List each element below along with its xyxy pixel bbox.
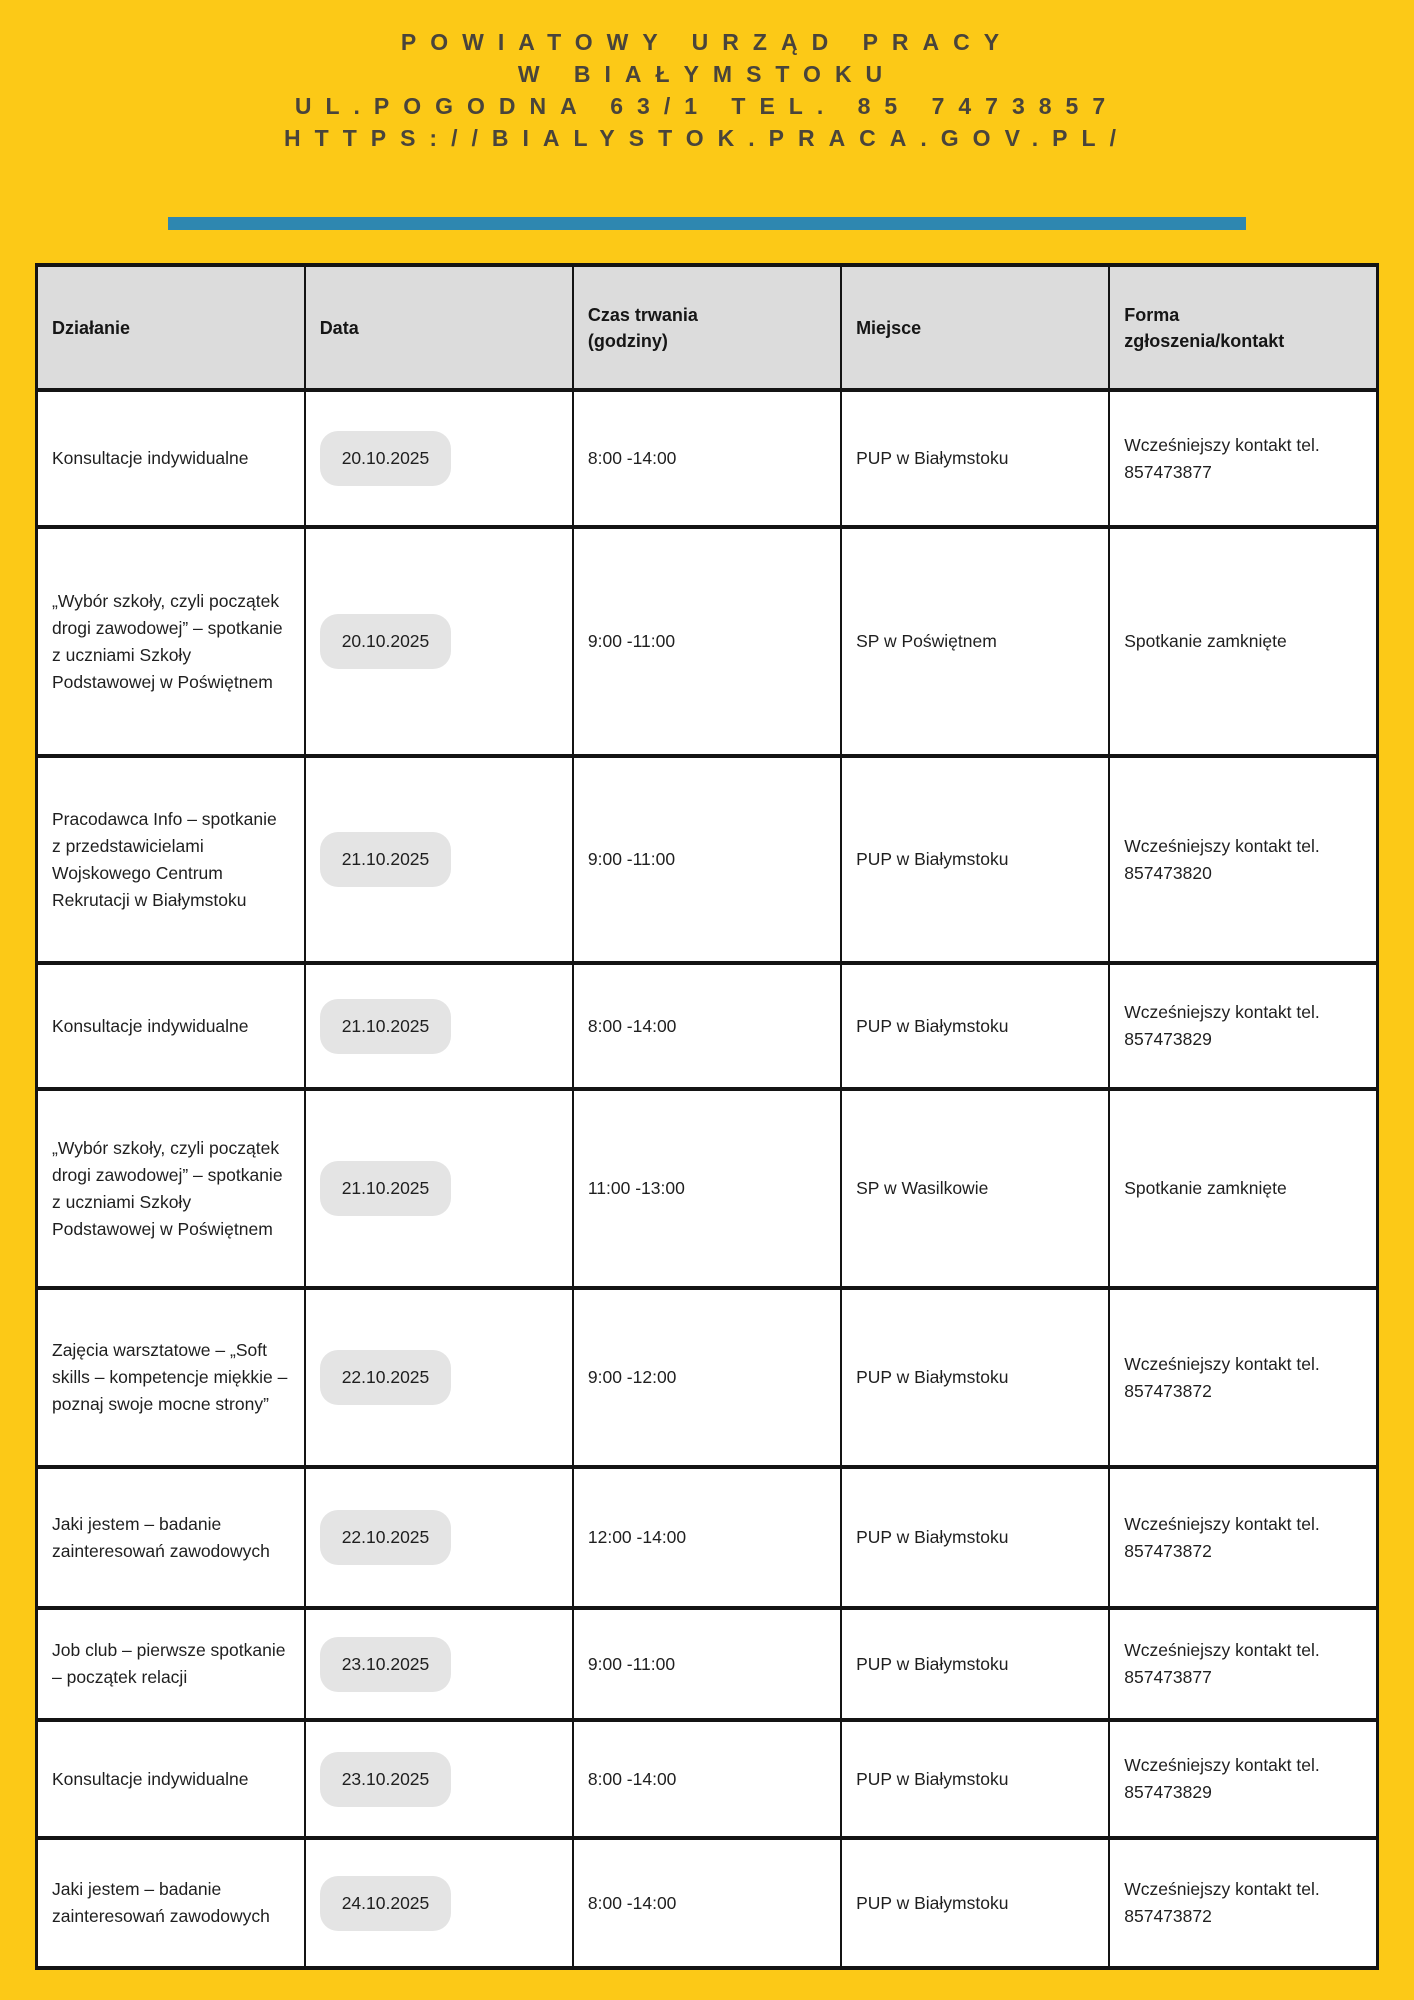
cell-date <box>305 963 573 1089</box>
cell-time-text: 9:00 -11:00 <box>587 1653 676 1674</box>
cell-place <box>841 1608 1109 1720</box>
cell-place <box>841 390 1109 527</box>
table-header <box>37 265 1378 390</box>
cell-date <box>305 1288 573 1467</box>
cell-place-text: SP w Poświętnem <box>856 631 997 651</box>
cell-action-text: Zajęcia warsztatowe – „Soft skills – kompetencje miękkie – poznaj swoje mocne strony” <box>52 1340 288 1414</box>
table-row <box>37 963 1378 1089</box>
cell-contact-text: Spotkanie zamknięte <box>1124 1178 1287 1198</box>
org-name-line: POWIATOWY URZĄD PRACY <box>400 29 1014 55</box>
cell-action <box>37 390 305 527</box>
cell-place-text: PUP w Białymstoku <box>856 448 1009 468</box>
cell-action-text: Konsultacje indywidualne <box>52 1768 249 1789</box>
cell-contact <box>1109 1720 1377 1838</box>
cell-contact <box>1109 1467 1377 1608</box>
col-header-contact-label: Forma zgłoszenia/kontakt <box>1124 304 1285 351</box>
cell-action-text: Jaki jestem – badanie zainteresowań zawodowych <box>52 1513 270 1561</box>
cell-time <box>573 1089 841 1288</box>
date-pill: 21.10.2025 <box>320 999 452 1054</box>
cell-date <box>305 1608 573 1720</box>
cell-place-text: PUP w Białymstoku <box>856 1768 1009 1789</box>
cell-action-text: „Wybór szkoły, czyli początek drogi zawodowej” – spotkanie z uczniami Szkoły Podstawowej w Poświętnem <box>52 590 283 692</box>
cell-action <box>37 527 305 756</box>
col-header-contact <box>1109 265 1377 390</box>
cell-contact <box>1109 390 1377 527</box>
table-row <box>37 1838 1378 1968</box>
col-header-place <box>841 265 1109 390</box>
website-line: HTTPS://BIALYSTOK.PRACA.GOV.PL/ <box>284 125 1130 151</box>
table-row <box>37 527 1378 756</box>
cell-time-text: 9:00 -12:00 <box>587 1367 677 1387</box>
cell-time <box>573 1720 841 1838</box>
cell-time <box>573 756 841 963</box>
cell-place <box>841 963 1109 1089</box>
cell-date <box>305 1467 573 1608</box>
cell-place-text: SP w Wasilkowie <box>856 1178 989 1198</box>
letterhead <box>0 0 1414 230</box>
cell-place <box>841 1089 1109 1288</box>
address-phone-line: UL.POGODNA 63/1 TEL. 85 7473857 <box>294 93 1120 119</box>
cell-place <box>841 527 1109 756</box>
cell-action-text: Jaki jestem – badanie zainteresowań zawodowych <box>52 1879 270 1926</box>
date-pill: 20.10.2025 <box>320 431 452 486</box>
col-header-date-label: Data <box>319 317 359 338</box>
cell-time-text: 12:00 -14:00 <box>587 1527 687 1547</box>
table-row <box>37 1467 1378 1608</box>
cell-action-text: Job club – pierwsze spotkanie – początek relacji <box>52 1640 286 1687</box>
cell-time <box>573 963 841 1089</box>
cell-date <box>305 1720 573 1838</box>
cell-date <box>305 1089 573 1288</box>
date-pill: 21.10.2025 <box>320 832 452 887</box>
cell-place <box>841 756 1109 963</box>
cell-action <box>37 1288 305 1467</box>
date-pill: 22.10.2025 <box>320 1350 452 1405</box>
cell-time-text: 8:00 -14:00 <box>587 448 677 468</box>
cell-contact-text: Wcześniejszy kontakt tel. 857473872 <box>1124 1879 1320 1926</box>
schedule-table <box>35 263 1379 1970</box>
cell-time <box>573 1608 841 1720</box>
cell-action <box>37 1720 305 1838</box>
cell-time-text: 11:00 -13:00 <box>587 1178 685 1198</box>
cell-time <box>573 390 841 527</box>
cell-time-text: 8:00 -14:00 <box>587 1015 677 1036</box>
col-header-duration <box>573 265 841 390</box>
cell-date <box>305 390 573 527</box>
cell-contact <box>1109 1089 1377 1288</box>
cell-action <box>37 1838 305 1968</box>
org-city-line: W BIAŁYMSTOKU <box>517 61 897 87</box>
cell-date <box>305 527 573 756</box>
table-row <box>37 1720 1378 1838</box>
schedule-section <box>0 263 1414 1970</box>
cell-time-text: 8:00 -14:00 <box>587 1768 677 1789</box>
cell-place <box>841 1838 1109 1968</box>
cell-contact-text: Wcześniejszy kontakt tel. 857473872 <box>1124 1353 1320 1401</box>
cell-contact <box>1109 756 1377 963</box>
col-header-action <box>37 265 305 390</box>
date-pill: 24.10.2025 <box>320 1876 452 1931</box>
cell-place-text: PUP w Białymstoku <box>856 1653 1009 1674</box>
cell-time <box>573 1288 841 1467</box>
cell-contact-text: Wcześniejszy kontakt tel. 857473872 <box>1124 1513 1320 1561</box>
cell-place-text: PUP w Białymstoku <box>856 1527 1009 1547</box>
cell-action-text: Konsultacje indywidualne <box>52 1015 249 1036</box>
divider-bar <box>168 217 1246 230</box>
cell-contact-text: Wcześniejszy kontakt tel. 857473829 <box>1124 1002 1320 1049</box>
table-row <box>37 1608 1378 1720</box>
cell-contact <box>1109 1608 1377 1720</box>
cell-contact-text: Spotkanie zamknięte <box>1124 631 1287 651</box>
col-header-duration-label: Czas trwania (godziny) <box>587 304 698 351</box>
cell-contact <box>1109 1838 1377 1968</box>
cell-time <box>573 1467 841 1608</box>
schedule-table-body <box>37 390 1378 1968</box>
cell-time-text: 9:00 -11:00 <box>587 849 676 869</box>
cell-place <box>841 1467 1109 1608</box>
cell-contact-text: Wcześniejszy kontakt tel. 857473829 <box>1124 1755 1320 1802</box>
header-row <box>37 265 1378 390</box>
table-row <box>37 1288 1378 1467</box>
col-header-action-label: Działanie <box>52 317 131 338</box>
cell-contact-text: Wcześniejszy kontakt tel. 857473877 <box>1124 1640 1320 1687</box>
cell-place <box>841 1720 1109 1838</box>
col-header-place-label: Miejsce <box>856 317 922 338</box>
date-pill: 21.10.2025 <box>320 1161 452 1216</box>
cell-contact <box>1109 527 1377 756</box>
cell-date <box>305 756 573 963</box>
cell-time <box>573 1838 841 1968</box>
cell-action <box>37 1608 305 1720</box>
cell-place <box>841 1288 1109 1467</box>
cell-action <box>37 963 305 1089</box>
cell-contact <box>1109 963 1377 1089</box>
date-pill: 20.10.2025 <box>320 614 452 669</box>
cell-action <box>37 1089 305 1288</box>
date-pill: 22.10.2025 <box>320 1510 452 1565</box>
cell-date <box>305 1838 573 1968</box>
table-row <box>37 390 1378 527</box>
cell-time-text: 8:00 -14:00 <box>587 1892 677 1913</box>
cell-action-text: Konsultacje indywidualne <box>52 448 249 468</box>
col-header-date <box>305 265 573 390</box>
cell-time-text: 9:00 -11:00 <box>587 631 676 651</box>
table-row <box>37 1089 1378 1288</box>
date-pill: 23.10.2025 <box>320 1637 452 1692</box>
table-row <box>37 756 1378 963</box>
cell-place-text: PUP w Białymstoku <box>856 849 1009 869</box>
date-pill: 23.10.2025 <box>320 1752 452 1807</box>
cell-place-text: PUP w Białymstoku <box>856 1015 1009 1036</box>
cell-time <box>573 527 841 756</box>
cell-contact-text: Wcześniejszy kontakt tel. 857473877 <box>1124 434 1320 482</box>
cell-contact <box>1109 1288 1377 1467</box>
cell-action <box>37 1467 305 1608</box>
cell-action-text: „Wybór szkoły, czyli początek drogi zawodowej” – spotkanie z uczniami Szkoły Podstawowej w Poświętnem <box>52 1137 283 1239</box>
cell-place-text: PUP w Białymstoku <box>856 1367 1009 1387</box>
cell-place-text: PUP w Białymstoku <box>856 1892 1009 1913</box>
cell-contact-text: Wcześniejszy kontakt tel. 857473820 <box>1124 835 1320 883</box>
cell-action <box>37 756 305 963</box>
cell-action-text: Pracodawca Info – spotkanie z przedstawicielami Wojskowego Centrum Rekrutacji w Białymstoku <box>52 808 277 910</box>
